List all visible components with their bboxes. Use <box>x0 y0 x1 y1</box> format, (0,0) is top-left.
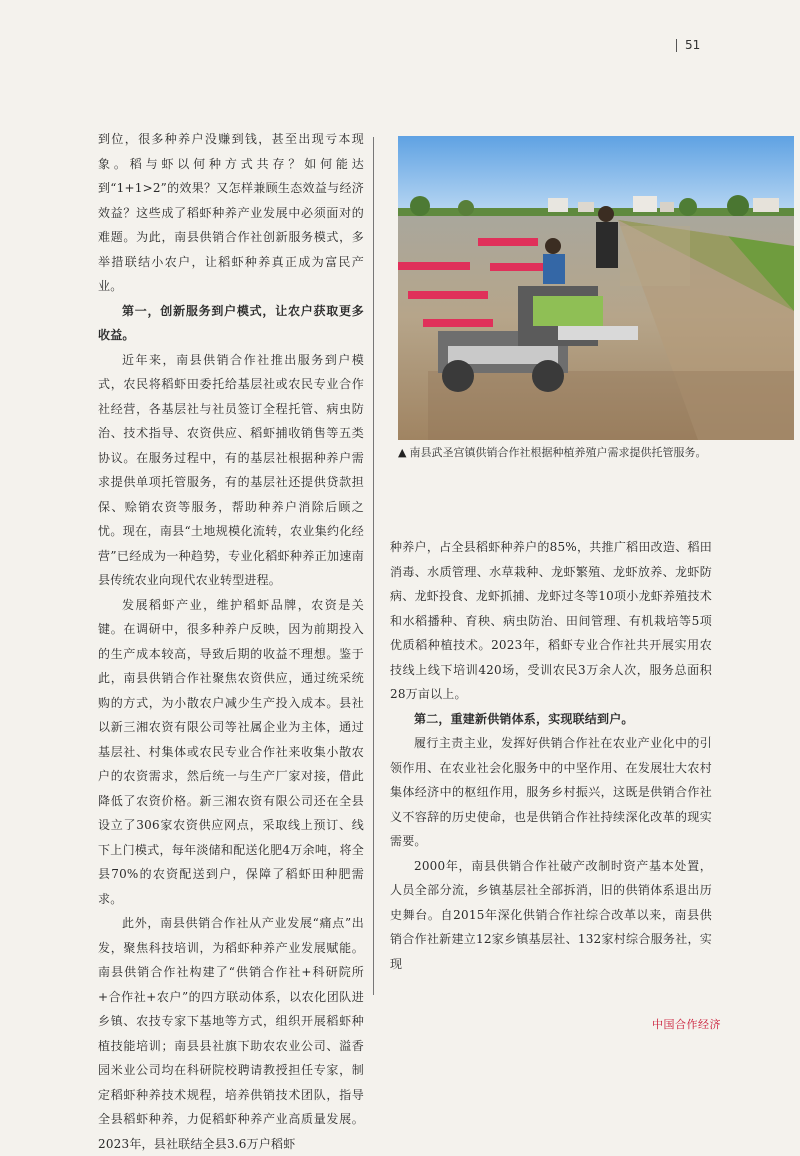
page-number-text: 51 <box>685 38 701 52</box>
magazine-brand: 中国合作经济 <box>652 1018 721 1031</box>
page-number <box>676 38 700 52</box>
triangle-marker-icon: ▲ <box>398 446 407 459</box>
section-heading-2: 第二，重建新供销体系，实现联结到户。 <box>414 711 634 726</box>
photo-caption <box>398 443 728 463</box>
column-divider <box>373 137 374 995</box>
paragraph-agri-supplies: 发展稻虾产业，维护稻虾品牌，农资是关键。在调研中，很多种养户反映，因为前期投入的生产成本较高，导致后期的收益不理想。鉴于此，南县供销合作社聚焦农资供应，通过统采统购的方式，为小散农户减少生产投入成本。县社以新三湘农资有限公司等社属企业为主体，通过基层社、村集体或农民专业合作社来收集小散农户的农资需求，然后统一与生产厂家对接，借此降低了农资价格。新三湘农资有限公司还在全县设立了306家农资供应网点，采取线上预订、线下上门模式，每年淡储和配送化肥4万余吨，将全县70%的农资配送到户，保障了稻虾田种肥需求。 <box>98 597 364 906</box>
right-column <box>390 535 712 976</box>
page-number-divider <box>676 39 677 52</box>
left-column <box>98 127 364 1156</box>
paragraph-tech-training: 此外，南县供销合作社从产业发展“痛点”出发，聚焦科技培训，为稻虾种养产业发展赋能。南县供销合作社构建了“供销合作社+科研院所+合作社+农户”的四方联动体系，以农化团队进乡镇、农技专家下基地等方式，组织开展稻虾种植技能培训；南县县社旗下助农农业公司、溢香园米业公司均在科研院校聘请教授担任专家，制定稻虾种养技术规程，培养供销技术团队，指导全县稻虾种养，力促稻虾种养产业高质量发展。2023年，县社联结全县3.6万户稻虾 <box>98 916 364 1151</box>
paragraph-mission: 履行主责主业，发挥好供销合作社在农业产业化中的引领作用、在农业社会化服务中的中坚作用、在发展壮大农村集体经济中的枢纽作用，服务乡村振兴，这既是供销合作社义不容辞的历史使命，也是供销合作社持续深化改革的现实需要。 <box>390 736 712 848</box>
article-photo <box>398 136 794 440</box>
section-heading-1: 第一，创新服务到户模式，让农户获取更多收益。 <box>98 303 364 342</box>
paragraph-history: 2000年，南县供销合作社破产改制时资产基本处置，人员全部分流，乡镇基层社全部拆消，旧的供销体系退出历史舞台。自2015年深化供销合作社综合改革以来，南县供销合作社新建立12家乡镇基层社、132家村综合服务社，实现 <box>390 858 712 971</box>
photo-caption-text: 南县武圣宫镇供销合作社根据种植养殖户需求提供托管服务。 <box>409 446 707 459</box>
paragraph-intro: 到位，很多种养户没赚到钱，甚至出现亏本现象。稻与虾以何种方式共存？如何能达到“1+1>2”的效果？又怎样兼顾生态效益与经济效益？这些成了稻虾种养产业发展中必须面对的难题。为此，南县供销合作社创新服务模式，多举措联结小农户，让稻虾种养真正成为富民产业。 <box>98 132 364 293</box>
paragraph-service-model: 近年来，南县供销合作社推出服务到户模式，农民将稻虾田委托给基层社或农民专业合作社经营，各基层社与社员签订全程托管、病虫防治、技术指导、农资供应、稻虾捕收销售等五类协议。在服务过程中，有的基层社根据种养户需求提供单项托管服务，有的基层社还提供贷款担保、赊销农资等服务，帮助种养户消除后顾之忧。现在，南县“土地规模化流转，农业集约化经营”已经成为一种趋势，专业化稻虾种养正加速南县传统农业向现代农业转型进程。 <box>98 352 364 587</box>
paragraph-training-results: 种养户，占全县稻虾种养户的85%，共推广稻田改造、稻田消毒、水质管理、水草栽种、龙虾繁殖、龙虾放养、龙虾防病、龙虾投食、龙虾抓捕、龙虾过冬等10项小龙虾养殖技术和水稻播种、育秧、病虫防治、田间管理、有机栽培等5项优质稻种植技术。2023年，稻虾专业合作社共开展实用农技线上线下培训420场，受训农民3万余人次，服务总面积28万亩以上。 <box>390 540 712 701</box>
